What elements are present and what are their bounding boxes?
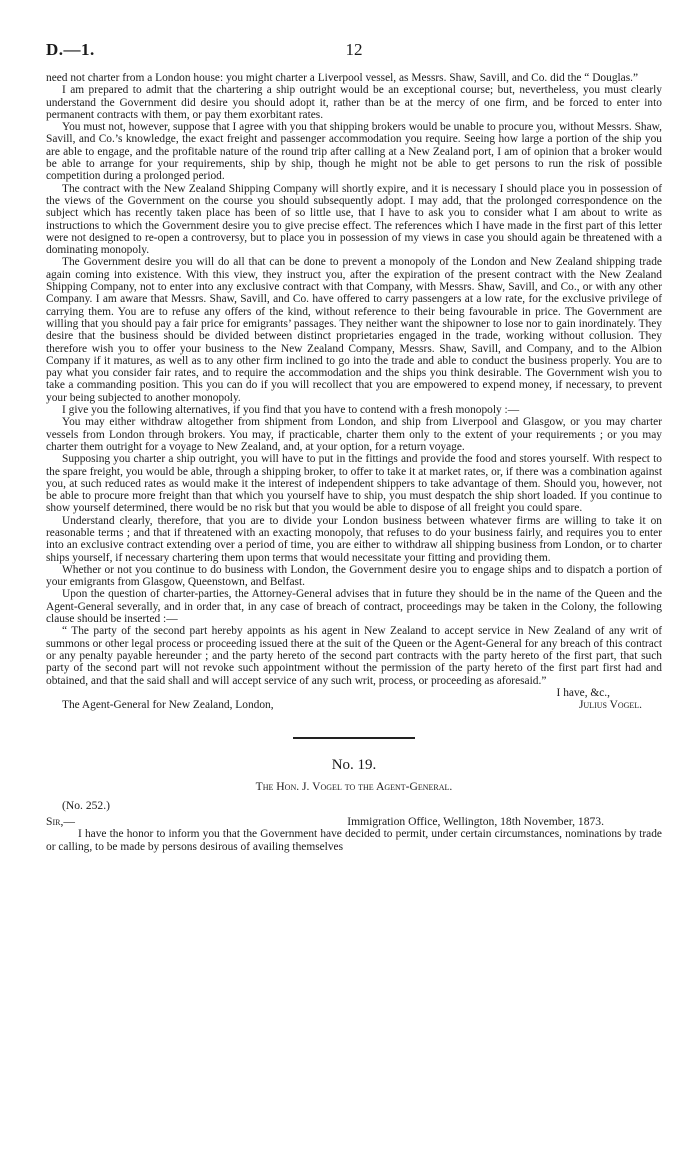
quoted-clause: “ The party of the second part hereby appoints as his agent in New Zealand to accept service in New Zealand of any writ of summons or other legal process or proceeding issued there at the suit of the Queen or the Agent-General for any breach of this contract or any penalty payable hereunder ; and the party hereto of the second part contracts with the party hereto of the first part, that such party of the second part will not revoke such appointment without the permission of the party hereto of the first part first had and obtained, and that the said shall and will accept service of any such writ, process, or proceeding as aforesaid.” — [46, 625, 662, 687]
next-letter-body — [46, 828, 662, 853]
page-header — [46, 40, 662, 66]
paragraph: Supposing you charter a ship outright, you will have to put in the fittings and provide the food and stores yourself. With respect to the spare freight, you would be able, through a shipping broker, to offer to take it at market rates, or, if there was a combination against you, at such reduced rates as would make it the interest of independent shippers to take advantage of them. Should you, however, not be able to procure more freight than that which you yourself have to ship, you must despatch the ship short loaded. If you continue to show yourself determined, there would be no risk but that you would be able to dispose of all freight you could spare. — [46, 453, 662, 515]
place-date: Immigration Office, Wellington, 18th November, 1873. — [347, 815, 604, 829]
paragraph: Upon the question of charter-parties, the Attorney-General advises that in future they should be in the name of the Queen and the Agent-General severally, and in order that, in any case of breach of contract, proceedings may be taken in the Colony, the following clause should be inserted :— — [46, 588, 662, 626]
paragraph: I have the honor to inform you that the Government have decided to permit, under certain circumstances, nominations by trade or calling, to be made by persons desirous of availing themselves — [46, 828, 662, 853]
document-title: The Hon. J. Vogel to the Agent-General. — [255, 780, 453, 794]
letter-body — [46, 72, 662, 687]
salutation-line — [46, 815, 662, 828]
closing-salutation: I have, &c., — [556, 686, 610, 699]
paragraph: need not charter from a London house: you might charter a Liverpool vessel, as Messrs. Shaw, Savill, and Co. did the “ Douglas.” — [46, 72, 639, 84]
section-divider — [293, 737, 415, 739]
signature: Julius Vogel. — [578, 699, 642, 712]
paragraph: Whether or not you continue to do business with London, the Government desire you to engage ships and to dispatch a portion of your emigrants from Glasgow, Queenstown, and Belfast. — [46, 563, 662, 589]
paragraph: You may either withdraw altogether from shipment from London, and ship from Liverpool and Glasgow, or you may charter vessels from London through brokers. You may, if practicable, charter them only to the extent of your requirements ; or you may charter them outright for a voyage to New Zealand, and, at your option, for a return voyage. — [46, 416, 662, 453]
closing-signature-line — [46, 699, 662, 711]
letter-reference: (No. 252.) — [62, 799, 110, 813]
paragraph: I give you the following alternatives, if you find that you have to contend with a fresh monopoly :— — [62, 404, 520, 417]
document-reference: D.—1. — [46, 40, 95, 59]
paragraph: I am prepared to admit that the chartering a ship outright would be an exceptional course; but, nevertheless, you must clearly understand the Government did desire you should adopt it, rather than be at the mercy of one firm, and be forced to enter into permanent contracts with them, or pay them exorbitant rates. — [46, 84, 662, 121]
salutation: Sir,— — [46, 815, 75, 829]
paragraph: Understand clearly, therefore, that you are to divide your London business between whatever firms are willing to take it on reasonable terms ; and that if threatened with an exacting monopoly, that refuses to do your business fairly, and requires you to enter into an exclusive contract extending over a period of time, you are either to withdraw all shipping business from London, or to charter ships yourself, if necessary chartering them upon terms that would necessitate your fitting and providing them. — [46, 514, 662, 564]
closing-salutation-line — [46, 687, 662, 699]
paragraph: You must not, however, suppose that I agree with you that shipping brokers would be unable to procure you, without Messrs. Shaw, Savill, and Co.’s knowledge, the exact freight and passenger accommodation you require. Seeing how large a portion of the ship you are able to engage, and the profitable nature of the round trip after calling at a New Zealand port, I am of opinion that a broker would be able to arrange for your requirements, ship by ship, though he might not be able to get persons to run the risk of possible competition during a prolonged period. — [46, 121, 663, 183]
page-number: 12 — [345, 40, 363, 59]
paragraph: The Government desire you will do all that can be done to prevent a monopoly of the London and New Zealand shipping trade again coming into existence. With this view, they instruct you, after the expiration of the present contract with the New Zealand Shipping Company, not to enter into any exclusive contract with that Company, with Messrs. Shaw, Savill, and Co., or with any other Company. I am aware that Messrs. Shaw, Savill, and Co. have offered to carry passengers at a low rate, for the exclusive privilege of carrying them. You are to refuse any offers of the kind, without reference to their being favourable in price. The Government are willing that you should pay a fair price for emigrants’ passages. They neither want the shipowner to lose nor to gain inordinately. They desire that the business should be divided between distinct proprietaries engaged in the trade, working without collusion. They therefore wish you to offer your business to the New Zealand Company, Messrs. Shaw, Savill, and Company, and to the Albion Company if it matures, as well as to any other firm inclined to go into the trade and able to conduct the business properly. You are to pay what you consider fair rates, and to require the accommodation and the ships you think desirable. The Government wish you to take a commanding position. This you can do if you will recollect that you are empowered to expend money, if necessary, to prevent your being subjected to another monopoly. — [46, 256, 662, 404]
document-number: No. 19. — [331, 757, 377, 774]
paragraph: The contract with the New Zealand Shipping Company will shortly expire, and it is necessary I should place you in possession of the views of the Government on the course you should subsequently adopt. I may add, that the prolonged correspondence on the subject which has recently taken place has been of so little use, that I have to ask you to consider what I am about to write as instructions to which the Government desire you to give precise effect. The references which I have made in the first part of this letter were not designed to re-open a controversy, but to place you in possession of my views in case you should again be threatened with a dominating monopoly. — [46, 182, 662, 257]
addressee: The Agent-General for New Zealand, London, — [62, 699, 274, 712]
